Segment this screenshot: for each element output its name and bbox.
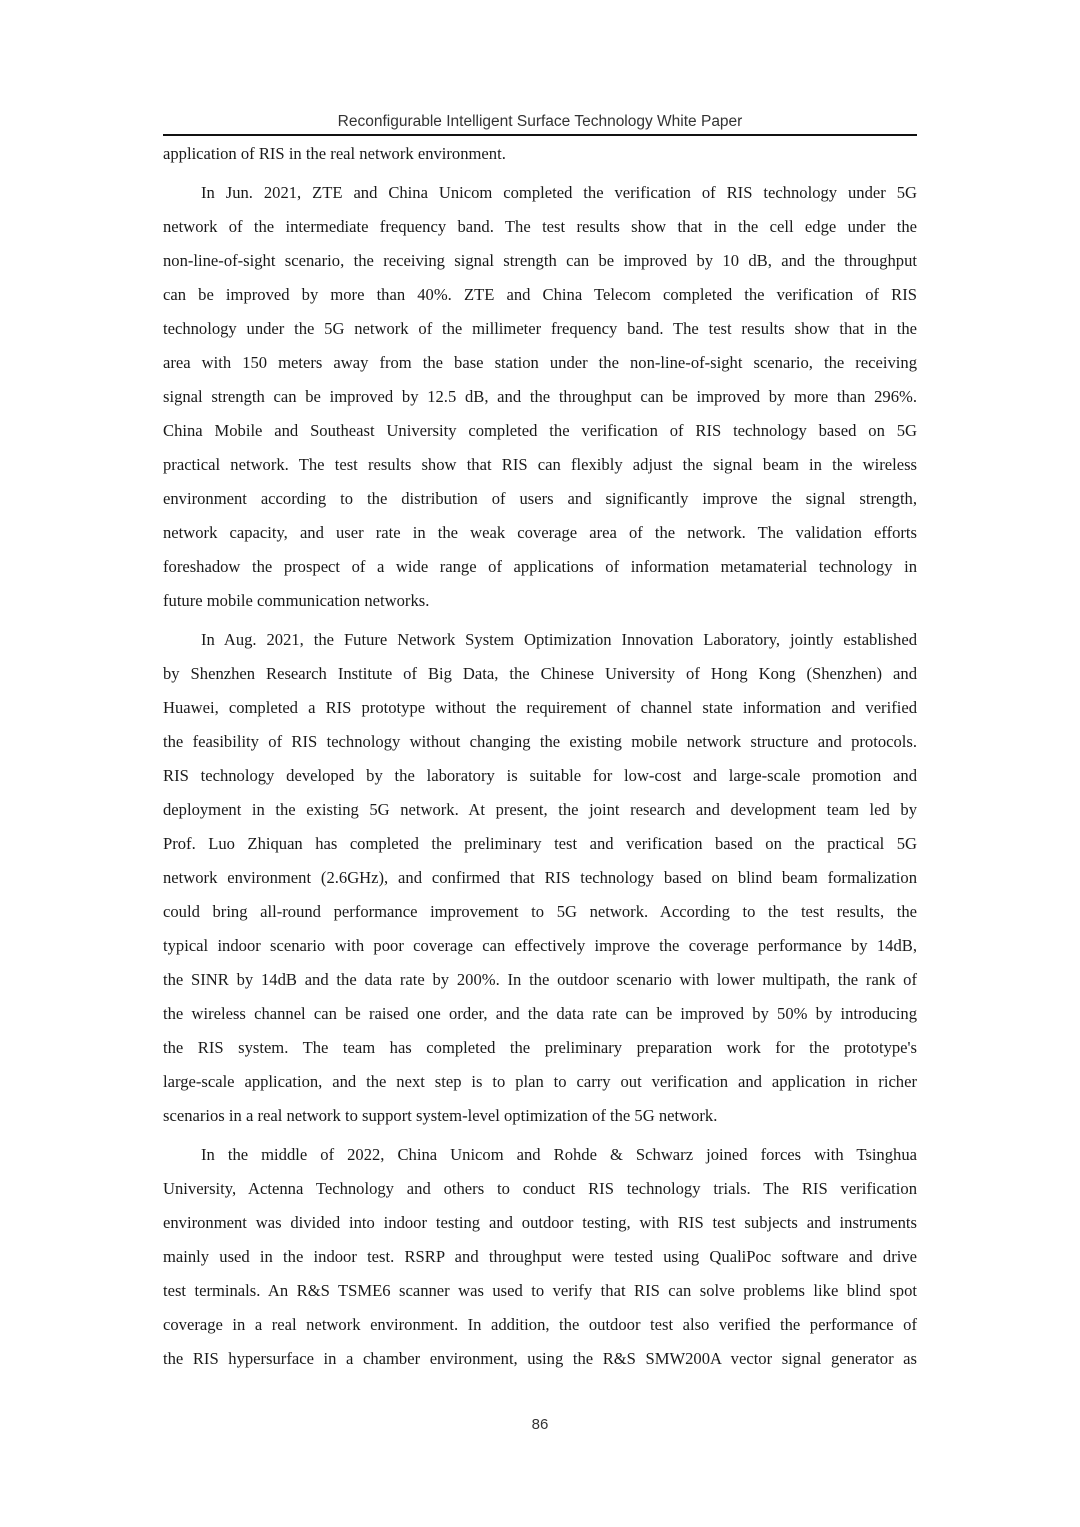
page-number: 86 — [531, 1416, 549, 1433]
text-line: the RIS system. The team has completed the preliminary preparation work for the prototype's — [163, 1038, 917, 1057]
text-line: future mobile communication networks. — [163, 591, 430, 610]
text-line: environment according to the distribution of users and significantly improve the signal strength, — [163, 489, 917, 508]
text-line: the feasibility of RIS technology without changing the existing mobile network structure and protocols. — [163, 732, 917, 751]
text-line: China Mobile and Southeast University completed the verification of RIS technology based on 5G — [163, 421, 917, 440]
text-line: the wireless channel can be raised one order, and the data rate can be improved by 50% by introducing — [163, 1004, 917, 1023]
body-text — [163, 137, 917, 1381]
text-line: environment was divided into indoor testing and outdoor testing, with RIS test subjects and instruments — [163, 1213, 917, 1232]
text-line: application of RIS in the real network environment. — [163, 144, 506, 163]
text-line: deployment in the existing 5G network. At present, the joint research and development team led by — [163, 800, 917, 819]
header-rule — [163, 134, 917, 136]
text-line: coverage in a real network environment. In addition, the outdoor test also verified the performance of — [163, 1315, 917, 1334]
text-line: by Shenzhen Research Institute of Big Data, the Chinese University of Hong Kong (Shenzhen) and — [163, 664, 917, 683]
text-line: foreshadow the prospect of a wide range of applications of information metamaterial technology in — [163, 557, 917, 576]
paragraph — [163, 137, 917, 171]
text-line: RIS technology developed by the laboratory is suitable for low-cost and large-scale promotion and — [163, 766, 917, 785]
text-line: Huawei, completed a RIS prototype without the requirement of channel state information and verified — [163, 698, 917, 717]
running-header: Reconfigurable Intelligent Surface Technology White Paper — [337, 113, 743, 130]
text-line: network capacity, and user rate in the weak coverage area of the network. The validation efforts — [163, 523, 917, 542]
text-line: In Jun. 2021, ZTE and China Unicom completed the verification of RIS technology under 5G — [201, 183, 917, 202]
paragraph — [163, 623, 917, 1133]
text-line: mainly used in the indoor test. RSRP and throughput were tested using QualiPoc software and drive — [163, 1247, 917, 1266]
text-line: test terminals. An R&S TSME6 scanner was used to verify that RIS can solve problems like blind spot — [163, 1281, 917, 1300]
text-line: the RIS hypersurface in a chamber environment, using the R&S SMW200A vector signal generator as — [163, 1349, 917, 1368]
text-line: scenarios in a real network to support system-level optimization of the 5G network. — [163, 1106, 718, 1125]
text-line: In Aug. 2021, the Future Network System Optimization Innovation Laboratory, jointly established — [201, 630, 917, 649]
text-line: large-scale application, and the next step is to plan to carry out verification and application in richer — [163, 1072, 917, 1091]
paragraph — [163, 1138, 917, 1376]
text-line: network of the intermediate frequency band. The test results show that in the cell edge under the — [163, 217, 917, 236]
text-line: In the middle of 2022, China Unicom and Rohde & Schwarz joined forces with Tsinghua — [201, 1145, 917, 1164]
text-line: could bring all-round performance improvement to 5G network. According to the test results, the — [163, 902, 917, 921]
text-line: non-line-of-sight scenario, the receiving signal strength can be improved by 10 dB, and the throughput — [163, 251, 917, 270]
text-line: technology under the 5G network of the millimeter frequency band. The test results show that in the — [163, 319, 917, 338]
text-line: signal strength can be improved by 12.5 dB, and the throughput can be improved by more than 296%. — [163, 387, 917, 406]
text-line: typical indoor scenario with poor coverage can effectively improve the coverage performance by 14dB, — [163, 936, 917, 955]
text-line: Prof. Luo Zhiquan has completed the preliminary test and verification based on the practical 5G — [163, 834, 917, 853]
text-line: the SINR by 14dB and the data rate by 200%. In the outdoor scenario with lower multipath, the rank of — [163, 970, 917, 989]
text-line: area with 150 meters away from the base station under the non-line-of-sight scenario, the receiving — [163, 353, 917, 372]
text-line: can be improved by more than 40%. ZTE and China Telecom completed the verification of RIS — [163, 285, 917, 304]
text-line: University, Actenna Technology and others to conduct RIS technology trials. The RIS verification — [163, 1179, 917, 1198]
text-line: network environment (2.6GHz), and confirmed that RIS technology based on blind beam formalization — [163, 868, 917, 887]
text-line: practical network. The test results show that RIS can flexibly adjust the signal beam in the wireless — [163, 455, 917, 474]
paragraph — [163, 176, 917, 618]
